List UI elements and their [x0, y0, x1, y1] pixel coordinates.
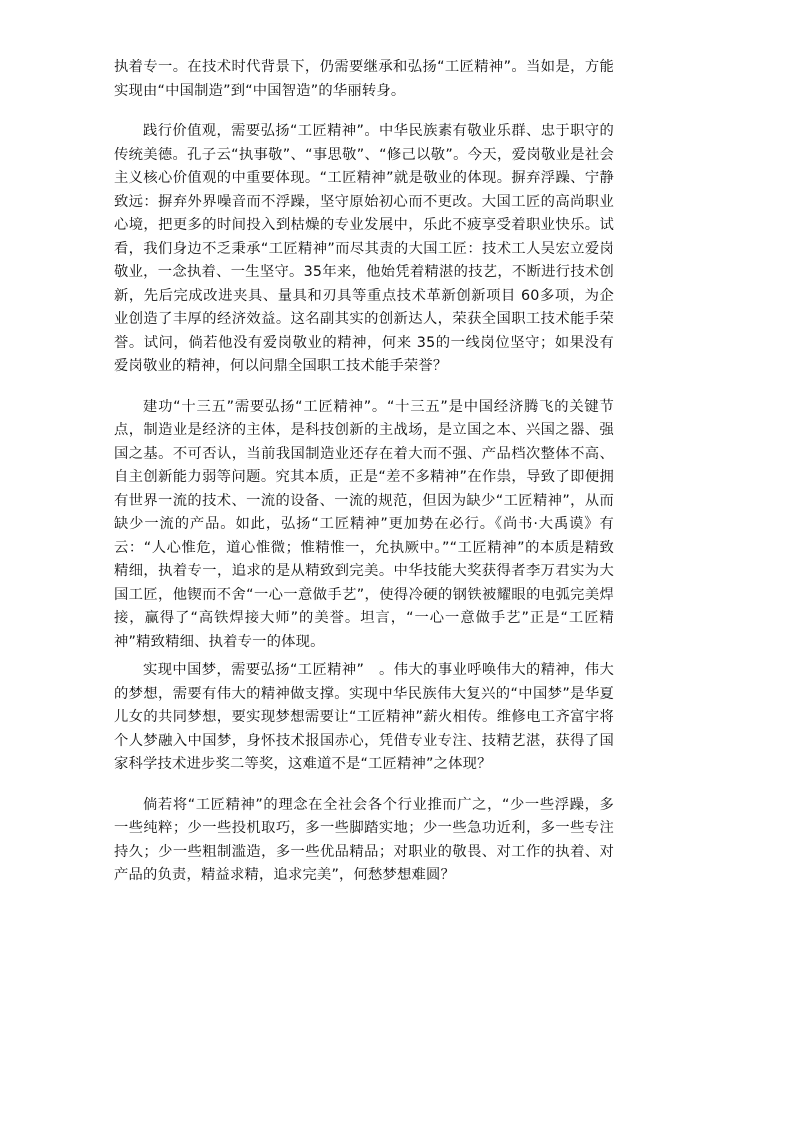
paragraph-values: 践行价值观，需要弘扬“工匠精神”。中华民族素有敬业乐群、忠于职守的传统美德。孔子云“执事敬”、“事思敬”、“修己以敬”。今天，爱岗敬业是社会主义核心价值观的中重要体现。“工匠精神”就是敬业的体现。摒弃浮躁、宁静致远：摒弃外界噪音而不浮躁，坚守原始初心而不更改。大国工匠的高尚职业心境，把更多的时间投入到枯燥的专业发展中，乐此不疲享受着职业快乐。试看，我们身边不乏秉承“工匠精神”而尽其责的大国工匠：技术工人吴宏立爱岗敬业，一念执着、一生坚守。35年来，他始凭着精湛的技艺，不断进行技术创新，先后完成改进夹具、量具和刃具等重点技术革新创新项目 60多项，为企业创造了丰厚的经济效益。这名副其实的创新达人，荣获全国职工技术能手荣誉。试问，倘若他没有爱岗敬业的精神，何来 35的一线岗位坚守；如果没有爱岗敬业的精神，何以问鼎全国职工技术能手荣誉？: [114, 123, 614, 374]
document-page: [114, 56, 614, 888]
paragraph-thirteenth-five-year: 建功“十三五”需要弘扬“工匠精神”。“十三五”是中国经济腾飞的关键节点，制造业是经济的主体，是科技创新的主战场，是立国之本、兴国之器、强国之基。不可否认，当前我国制造业还存在着大而不强、产品档次整体不高、自主创新能力弱等问题。究其本质，正是“差不多精神”在作祟，导致了即便拥有世界一流的技术、一流的设备、一流的规范，但因为缺少“工匠精神”，从而缺少一流的产品。如此，弘扬“工匠精神”更加势在必行。《尚书·大禹谟》有云：“人心惟危，道心惟微；惟精惟一，允执厥中。”“工匠精神”的本质是精致精细，执着专一，追求的是从精致到完美。中华技能大奖获得者李万君实为大国工匠，他锲而不舍“一心一意做手艺”，使得冷硬的钢铁被耀眼的电弧完美焊接，赢得了“高铁焊接大师”的美誉。坦言，“一心一意做手艺”正是“工匠精神”精致精细、执着专一的体现。: [114, 398, 614, 650]
paragraph-intro-continued: 执着专一。在技术时代背景下，仍需要继承和弘扬“工匠精神”。当如是，方能实现由“中国制造”到“中国智造”的华丽转身。: [114, 59, 614, 99]
paragraph-conclusion: 倘若将“工匠精神”的理念在全社会各个行业推而广之，“少一些浮躁，多一些纯粹；少一些投机取巧，多一些脚踏实地；少一些急功近利，多一些专注持久；少一些粗制滥造，多一些优品精品；对职业的敬畏、对工作的执着、对产品的负责，精益求精，追求完美”，何愁梦想难圆？: [114, 796, 614, 883]
paragraph-chinese-dream: 实现中国梦，需要弘扬“工匠精神” 。伟大的事业呼唤伟大的精神，伟大的梦想，需要有伟大的精神做支撑。实现中华民族伟大复兴的“中国梦”是华夏儿女的共同梦想，要实现梦想需要让“工匠精神”薪火相传。维修电工齐富宇将个人梦融入中国梦，身怀技术报国赤心，凭借专业专注、技精艺湛，获得了国家科学技术进步奖二等奖，这难道不是“工匠精神”之体现？: [114, 662, 614, 772]
